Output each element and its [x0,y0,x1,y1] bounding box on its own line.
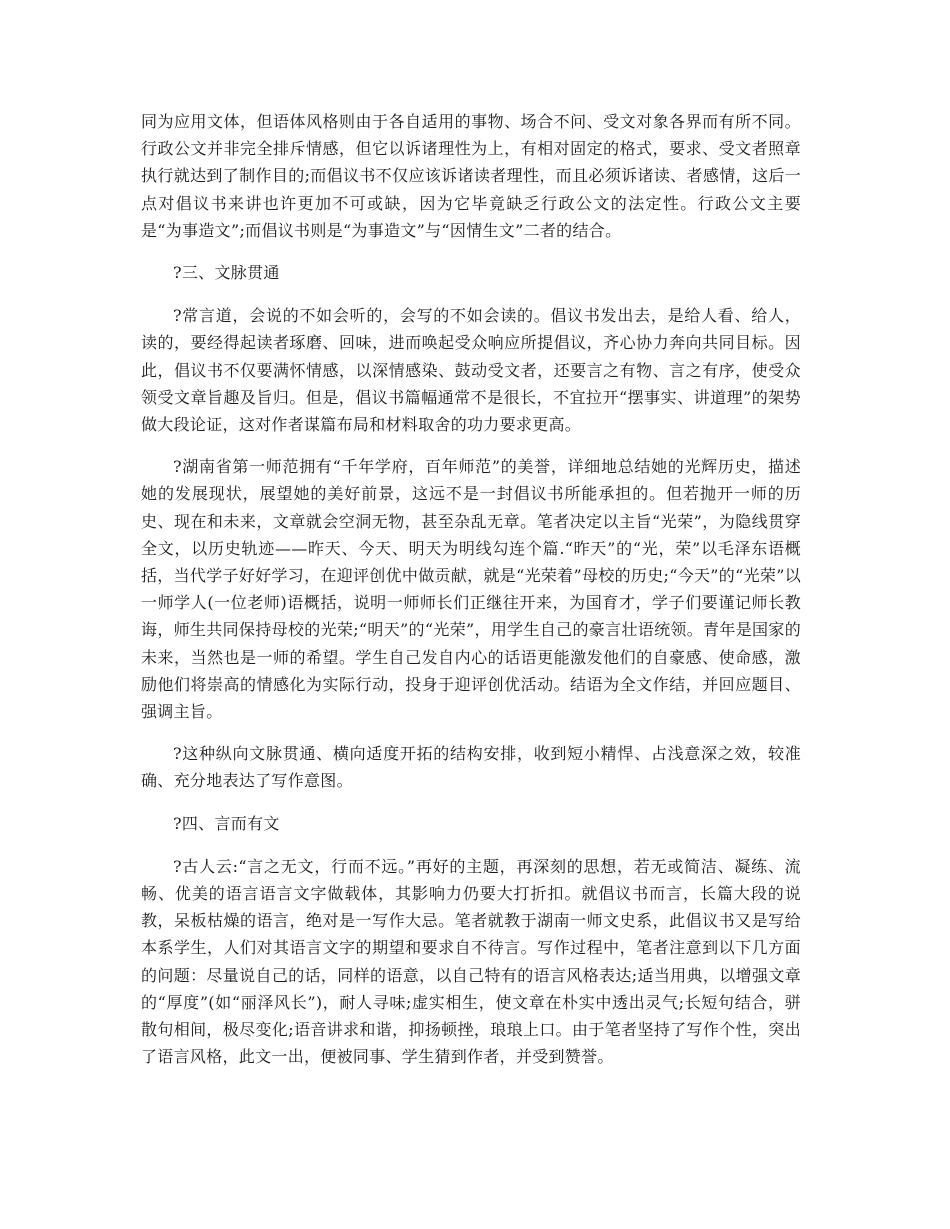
paragraph-style-comparison: 同为应用文体，但语体风格则由于各自适用的事物、场合不问、受文对象各界而有所不同。行政公文并非完全排斥情感，但它以诉诸理性为上，有相对固定的格式，要求、受文者照章执行就达到了制作目的;而倡议书不仅应该诉诸读者理性，而且必须诉诸读、者感情，这后一点对倡议书来讲也许更加不可或缺，因为它毕竟缺乏行政公文的法定性。行政公文主要是“为事造文”;而倡议书则是“为事造文”与“因情生文”二者的结合。 [141,112,801,240]
section-heading-3: ?三、文脉贯通 [173,263,280,283]
paragraph-hunan-normal: ?湖南省第一师范拥有“千年学府，百年师范”的美誉，详细地总结她的光辉历史，描述她的发展现状，展望她的美好前景，这远不是一封倡议书所能承担的。但若抛开一师的历史、现在和未来，文章就会空洞无物，甚至杂乱无章。笔者决定以主旨“光荣”，为隐线贯穿全文，以历史轨迹——昨天、今天、明天为明线勾连个篇.“昨天”的“光，荣”以毛泽东语概括，当代学子好好学习，在迎评创优中做贡献，就是“光荣着”母校的历史;“今天”的“光荣”以一师学人(一位老师)语概括，说明一师师长们正继往开来，为国育才，学子们要谨记师长教诲，师生共同保持母校的光荣;“明天”的“光荣”，用学生自己的豪言壮语统领。青年是国家的未来，当然也是一师的希望。学生自己发自内心的话语更能激发他们的自豪感、使命感，激励他们将崇高的情感化为实际行动，投身于迎评创优活动。结语为全文作结，并回应题目、强调主旨。 [141,457,801,722]
section-heading-4: ?四、言而有文 [173,813,280,833]
paragraph-language: ?古人云:“言之无文，行而不远。”再好的主题，再深刻的思想，若无或简洁、凝练、流畅、优美的语言语言文字做载体，其影响力仍要大打折扣。就倡议书而言，长篇大段的说教，呆板枯燥的语言，绝对是一写作大忌。笔者就教于湖南一师文史系，此倡议书又是写给本系学生，人们对其语言文字的期望和要求自不待言。写作过程中，笔者注意到以下几方面的问题：尽量说自己的话，同样的语意，以自己特有的语言风格表达;适当用典，以增强文章的“厚度”(如“丽泽风长”)，耐人寻味;虚实相生，使文章在朴实中透出灵气;长短句结合，骈散句相间，极尽变化;语音讲求和谐，抑扬顿挫，琅琅上口。由于笔者坚持了写作个性，突出了语言风格，此文一出，便被同事、学生猜到作者，并受到赞誉。 [141,856,801,1067]
paragraph-readers: ?常言道，会说的不如会听的，会写的不如会读的。倡议书发出去，是给人看、给人，读的，要经得起读者琢磨、回味，进而唤起受众响应所提倡议，齐心协力奔向共同目标。因此，倡议书不仅要满怀情感，以深情感染、鼓动受文者，还要言之有物、言之有序，使受众领受文章旨趣及旨归。但是，倡议书篇幅通常不是很长，不宜拉开“摆事实、讲道理”的架势做大段论证，这对作者谋篇布局和材料取舍的功力要求更高。 [141,306,801,435]
paragraph-structure: ?这种纵向文脉贯通、横向适度开拓的结构安排，收到短小精悍、占浅意深之效，较准确、充分地表达了写作意图。 [141,744,801,791]
document-page [141,108,801,1086]
